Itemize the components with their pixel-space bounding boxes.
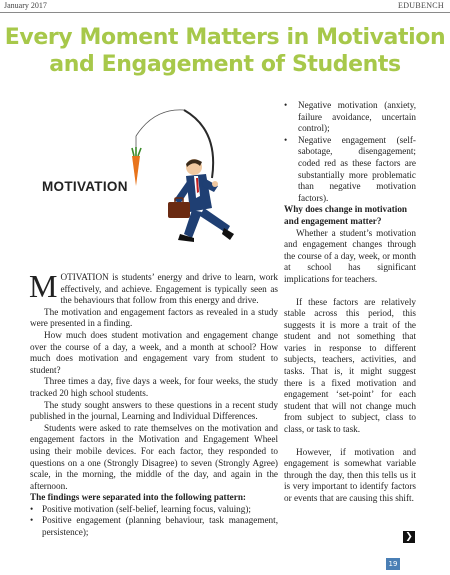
paragraph-7: Whether a student’s motivation and engagement changes through the course of a day, week, or month at school has significant implications for teachers. xyxy=(284,227,416,284)
list-item: • Positive motivation (self-belief, learning focus, valuing); xyxy=(30,504,278,516)
page-number: 19 xyxy=(386,558,400,570)
list-item: • Negative engagement (self-sabotage, disengagement; coded red as these factors are substantially more problematic than negative motivation factors). xyxy=(284,135,416,205)
chevron-right-icon[interactable]: ❯ xyxy=(403,531,415,543)
issue-date: January 2017 xyxy=(4,1,47,10)
paragraph-6: Students were asked to rate themselves on the motivation and engagement factors in the Motivation and Engagement Wheel using their mobile devices. For each factor, they responded to questions on a one (Strongly Disagree) to seven (Strongly Agree) scale, in the morning, the middle of the day, and again in the afternoon. xyxy=(30,422,278,491)
intro-paragraph xyxy=(29,268,278,307)
title-line-2: and Engagement of Students xyxy=(49,52,401,77)
right-column xyxy=(284,100,416,505)
list-item: • Positive engagement (planning behaviour, task management, persistence); xyxy=(30,515,278,538)
left-column xyxy=(29,268,278,539)
findings-list-right xyxy=(284,100,416,204)
paragraph-2: The motivation and engagement factors as revealed in a study were presented in a finding. xyxy=(30,306,278,329)
paragraph-8: If these factors are relatively stable across this period, this suggests it is more a trait of the student and not something that varies in response to different subjects, teachers, activities, and tasks. That is, it might suggest there is a fixed motivation and engagement ‘set-point’ for each student that will not change much from subject to subject, class to class, or task to task. xyxy=(284,296,416,435)
section-question: Why does change in motivation and engagement matter? xyxy=(284,204,408,226)
findings-heading: The findings were separated into the following pattern: xyxy=(30,492,246,503)
title-line-1: Every Moment Matters in Motivation xyxy=(4,25,446,50)
paragraph-3: How much does student motivation and engagement change over the course of a day, a week, and a month at school? How much does motivation and engagement vary from student to student? xyxy=(30,329,278,375)
paragraph-5: The study sought answers to these questions in a recent study published in the journal, Learning and Individual Differences. xyxy=(30,399,278,422)
page-header xyxy=(0,0,450,14)
illustration-caption: MOTIVATION xyxy=(42,179,128,194)
drop-cap: M xyxy=(29,268,58,304)
publication-name: EDUBENCH xyxy=(398,1,444,10)
motivation-illustration xyxy=(34,100,274,258)
list-item: • Negative motivation (anxiety, failure avoidance, uncertain control); xyxy=(284,100,416,135)
paragraph-9: However, if motivation and engagement is somewhat variable through the day, then this tells us it is very important to identify factors or events that are causing this shift. xyxy=(284,446,416,503)
intro-text: OTIVATION is students’ energy and drive to learn, work effectively, and achieve. Engagement is typically seen as the behaviours that follow from this energy and drive. xyxy=(60,272,278,306)
findings-list-left xyxy=(30,504,278,539)
paragraph-4: Three times a day, five days a week, for four weeks, the study tracked 20 high school students. xyxy=(30,376,278,398)
header-rule xyxy=(0,12,450,13)
article-title xyxy=(0,24,450,78)
